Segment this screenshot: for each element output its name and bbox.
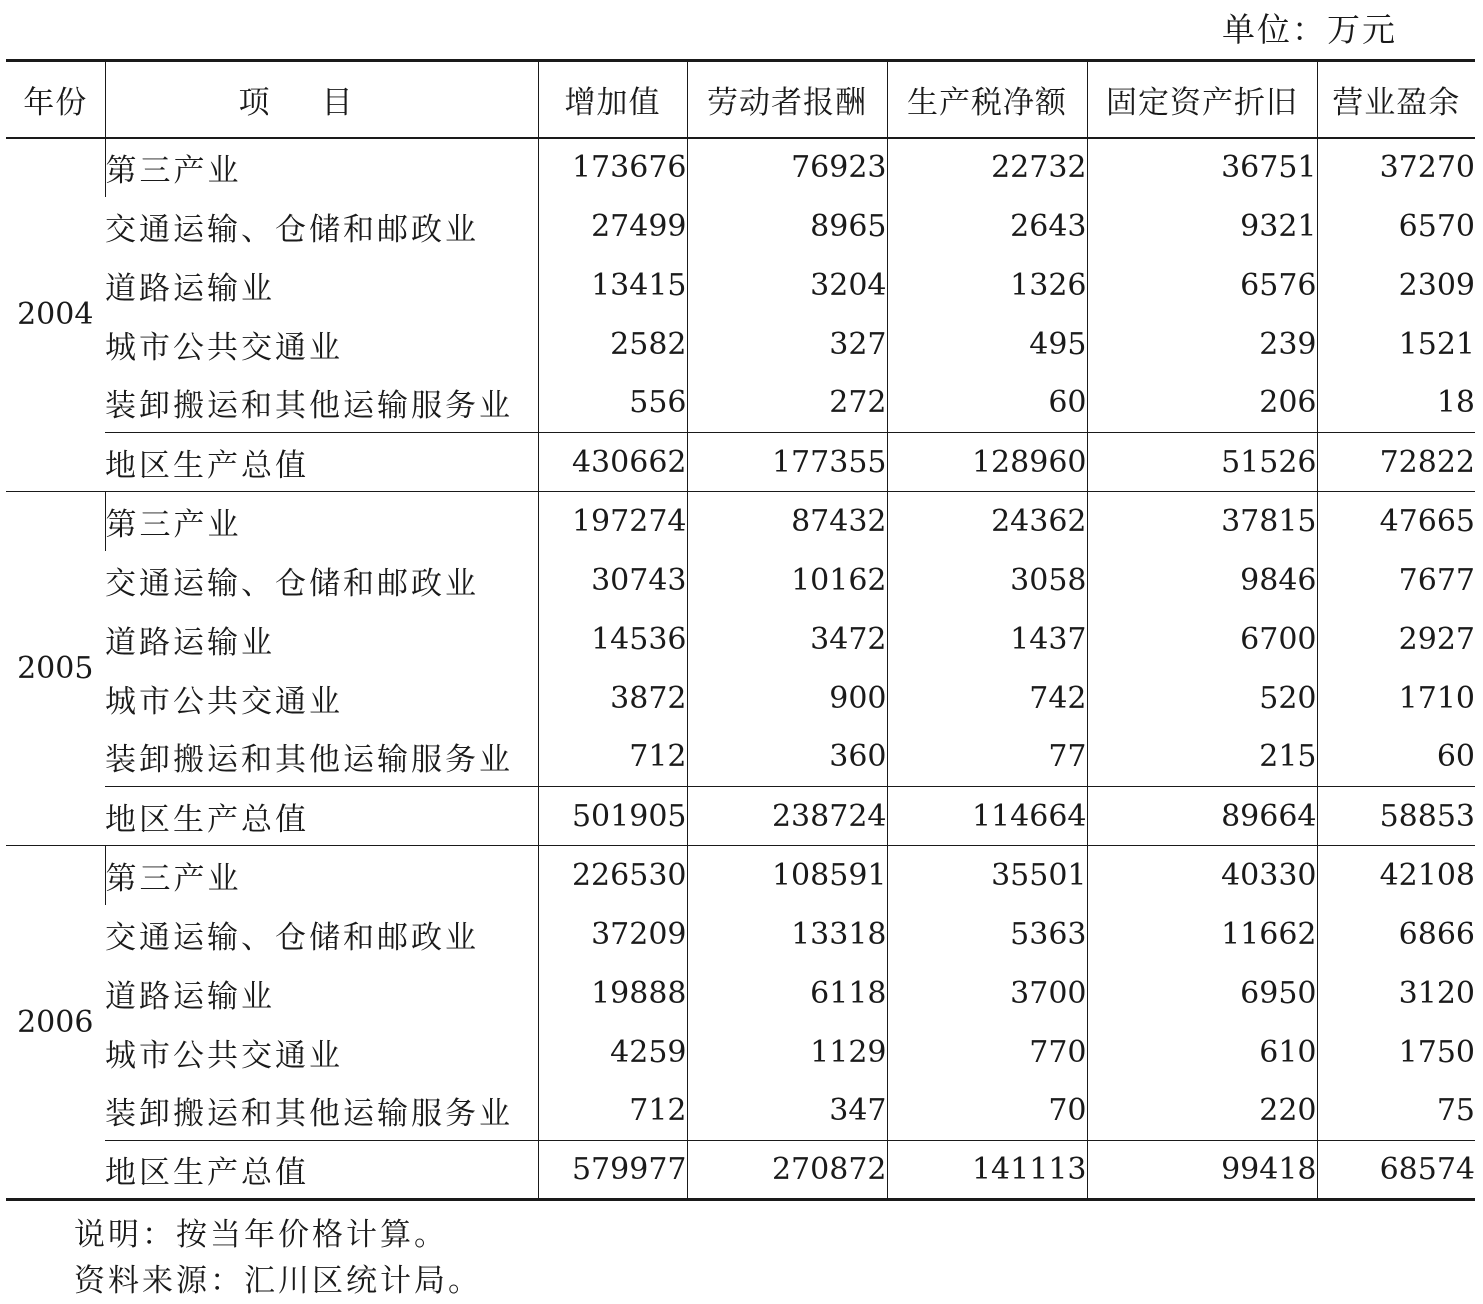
header-labor: 劳动者报酬 <box>687 61 887 138</box>
item-cell: 道路运输业 <box>105 624 275 661</box>
value-cell: 1521 <box>1317 315 1475 374</box>
total-row <box>6 1141 1475 1200</box>
value-cell: 18 <box>1317 374 1475 433</box>
year-block-2004 <box>6 138 1475 492</box>
value-cell: 3120 <box>1317 964 1475 1023</box>
year-cell: 2005 <box>6 492 105 846</box>
value-cell: 8965 <box>687 197 887 256</box>
value-cell: 1750 <box>1317 1023 1475 1082</box>
value-cell: 7677 <box>1317 551 1475 610</box>
value-cell: 712 <box>538 1082 687 1141</box>
value-cell: 99418 <box>1087 1141 1317 1200</box>
value-cell: 89664 <box>1087 787 1317 846</box>
value-cell: 108591 <box>687 846 887 905</box>
value-cell: 30743 <box>538 551 687 610</box>
item-cell: 城市公共交通业 <box>105 329 343 366</box>
value-cell: 770 <box>887 1023 1087 1082</box>
item-cell: 道路运输业 <box>105 978 275 1015</box>
header-year: 年份 <box>6 61 105 138</box>
value-cell: 19888 <box>538 964 687 1023</box>
item-cell: 装卸搬运和其他运输服务业 <box>105 742 513 779</box>
value-cell: 742 <box>887 669 1087 728</box>
header-tax: 生产税净额 <box>887 61 1087 138</box>
table-row <box>6 964 1475 1023</box>
header-row <box>6 61 1475 138</box>
notes <box>74 1212 482 1304</box>
header-item: 项目 <box>105 61 538 138</box>
table-row <box>6 846 1475 905</box>
value-cell: 70 <box>887 1082 1087 1141</box>
value-cell: 87432 <box>687 492 887 551</box>
item-cell: 地区生产总值 <box>105 1141 538 1200</box>
table-row <box>6 315 1475 374</box>
value-cell: 2643 <box>887 197 1087 256</box>
value-cell: 430662 <box>538 433 687 492</box>
value-cell: 6700 <box>1087 610 1317 669</box>
total-row <box>6 433 1475 492</box>
value-cell: 501905 <box>538 787 687 846</box>
value-cell: 76923 <box>687 138 887 197</box>
value-cell: 2309 <box>1317 256 1475 315</box>
year-block-2005 <box>6 492 1475 846</box>
value-cell: 75 <box>1317 1082 1475 1141</box>
statistics-table <box>6 59 1475 1201</box>
value-cell: 60 <box>1317 728 1475 787</box>
table-row <box>6 1082 1475 1141</box>
table-row <box>6 728 1475 787</box>
value-cell: 177355 <box>687 433 887 492</box>
value-cell: 3472 <box>687 610 887 669</box>
value-cell: 9846 <box>1087 551 1317 610</box>
value-cell: 272 <box>687 374 887 433</box>
value-cell: 6570 <box>1317 197 1475 256</box>
item-cell: 装卸搬运和其他运输服务业 <box>105 388 513 425</box>
item-cell: 第三产业 <box>105 492 538 551</box>
value-cell: 1129 <box>687 1023 887 1082</box>
value-cell: 40330 <box>1087 846 1317 905</box>
value-cell: 2582 <box>538 315 687 374</box>
value-cell: 3058 <box>887 551 1087 610</box>
value-cell: 347 <box>687 1082 887 1141</box>
table-row <box>6 905 1475 964</box>
value-cell: 579977 <box>538 1141 687 1200</box>
value-cell: 36751 <box>1087 138 1317 197</box>
value-cell: 47665 <box>1317 492 1475 551</box>
value-cell: 128960 <box>887 433 1087 492</box>
value-cell: 495 <box>887 315 1087 374</box>
value-cell: 68574 <box>1317 1141 1475 1200</box>
value-cell: 226530 <box>538 846 687 905</box>
value-cell: 10162 <box>687 551 887 610</box>
table-header <box>6 61 1475 138</box>
value-cell: 1710 <box>1317 669 1475 728</box>
item-cell: 交通运输、仓储和邮政业 <box>105 565 479 602</box>
item-cell: 第三产业 <box>105 138 538 197</box>
value-cell: 215 <box>1087 728 1317 787</box>
table-row <box>6 197 1475 256</box>
note-explanation: 说明：按当年价格计算。 <box>74 1217 448 1253</box>
table-row <box>6 669 1475 728</box>
value-cell: 37270 <box>1317 138 1475 197</box>
value-cell: 3700 <box>887 964 1087 1023</box>
item-cell: 交通运输、仓储和邮政业 <box>105 919 479 956</box>
value-cell: 35501 <box>887 846 1087 905</box>
item-cell: 城市公共交通业 <box>105 1037 343 1074</box>
value-cell: 1437 <box>887 610 1087 669</box>
value-cell: 4259 <box>538 1023 687 1082</box>
item-cell: 交通运输、仓储和邮政业 <box>105 211 479 248</box>
value-cell: 6118 <box>687 964 887 1023</box>
value-cell: 37815 <box>1087 492 1317 551</box>
item-cell: 地区生产总值 <box>105 787 538 846</box>
table-row <box>6 492 1475 551</box>
value-cell: 2927 <box>1317 610 1475 669</box>
header-depreciation: 固定资产折旧 <box>1087 61 1317 138</box>
value-cell: 13415 <box>538 256 687 315</box>
header-surplus: 营业盈余 <box>1317 61 1475 138</box>
value-cell: 77 <box>887 728 1087 787</box>
value-cell: 42108 <box>1317 846 1475 905</box>
year-cell: 2004 <box>17 297 94 333</box>
value-cell: 6576 <box>1087 256 1317 315</box>
value-cell: 27499 <box>538 197 687 256</box>
value-cell: 72822 <box>1317 433 1475 492</box>
value-cell: 270872 <box>687 1141 887 1200</box>
value-cell: 197274 <box>538 492 687 551</box>
item-cell: 装卸搬运和其他运输服务业 <box>105 1096 513 1133</box>
value-cell: 556 <box>538 374 687 433</box>
value-cell: 114664 <box>887 787 1087 846</box>
value-cell: 14536 <box>538 610 687 669</box>
value-cell: 238724 <box>687 787 887 846</box>
value-cell: 900 <box>687 669 887 728</box>
item-cell: 城市公共交通业 <box>105 683 343 720</box>
value-cell: 24362 <box>887 492 1087 551</box>
value-cell: 327 <box>687 315 887 374</box>
table-row <box>6 374 1475 433</box>
value-cell: 6950 <box>1087 964 1317 1023</box>
value-cell: 37209 <box>538 905 687 964</box>
table-row <box>6 138 1475 197</box>
value-cell: 60 <box>887 374 1087 433</box>
item-cell: 第三产业 <box>105 846 538 905</box>
value-cell: 11662 <box>1087 905 1317 964</box>
value-cell: 51526 <box>1087 433 1317 492</box>
value-cell: 6866 <box>1317 905 1475 964</box>
value-cell: 3204 <box>687 256 887 315</box>
value-cell: 9321 <box>1087 197 1317 256</box>
value-cell: 58853 <box>1317 787 1475 846</box>
value-cell: 5363 <box>887 905 1087 964</box>
table-row <box>6 551 1475 610</box>
value-cell: 360 <box>687 728 887 787</box>
value-cell: 520 <box>1087 669 1317 728</box>
year-cell: 2006 <box>6 846 105 1200</box>
value-cell: 3872 <box>538 669 687 728</box>
note-source: 资料来源：汇川区统计局。 <box>74 1263 482 1299</box>
value-cell: 610 <box>1087 1023 1317 1082</box>
item-cell: 地区生产总值 <box>105 433 538 492</box>
value-cell: 220 <box>1087 1082 1317 1141</box>
value-cell: 239 <box>1087 315 1317 374</box>
table-row <box>6 256 1475 315</box>
value-cell: 206 <box>1087 374 1317 433</box>
total-row <box>6 787 1475 846</box>
unit-label: 单位：万元 <box>1222 10 1397 49</box>
table-row <box>6 1023 1475 1082</box>
value-cell: 13318 <box>687 905 887 964</box>
table-row <box>6 610 1475 669</box>
value-cell: 712 <box>538 728 687 787</box>
year-block-2006 <box>6 846 1475 1200</box>
item-cell: 道路运输业 <box>105 270 275 307</box>
value-cell: 1326 <box>887 256 1087 315</box>
header-value-added: 增加值 <box>538 61 687 138</box>
value-cell: 173676 <box>538 138 687 197</box>
value-cell: 141113 <box>887 1141 1087 1200</box>
value-cell: 22732 <box>887 138 1087 197</box>
